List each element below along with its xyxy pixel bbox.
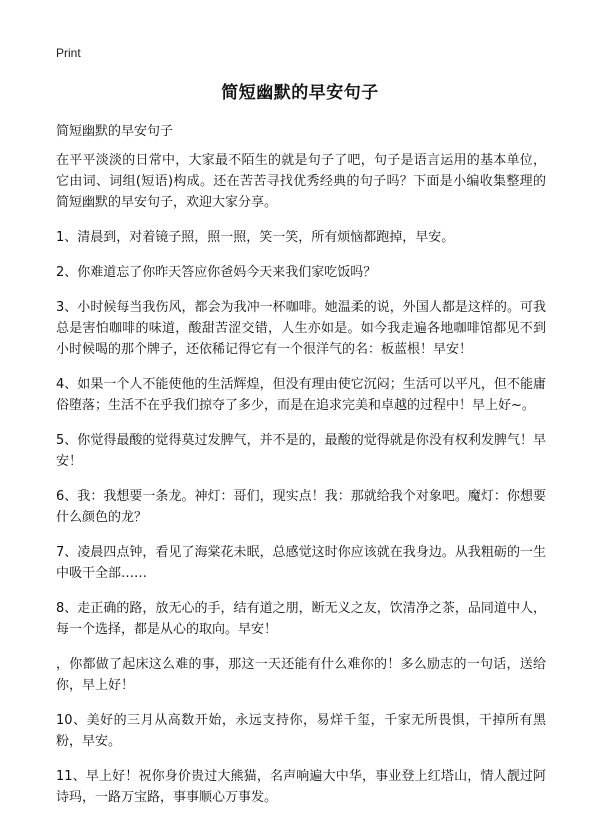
paragraph-9: ，你都做了起床这么难的事，那这一天还能有什么难你的！多么励志的一句话，送给你，早上好！ xyxy=(56,657,546,693)
paragraph-7: 7、凌晨四点钟，看见了海棠花未眠，总感觉这时你应该就在我身边。从我粗砺的一生中吸干全部…… xyxy=(56,545,546,581)
paragraph-4: 4、如果一个人不能使他的生活辉煌，但没有理由使它沉闷；生活可以平凡，但不能庸俗堕落；生活不在乎我们掠夺了多少，而是在追求完美和卓越的过程中！早上好~。 xyxy=(56,377,546,413)
paragraph-intro: 在平平淡淡的日常中，大家最不陌生的就是句子了吧，句子是语言运用的基本单位，它由词、词组(短语)构成。还在苦苦寻找优秀经典的句子吗？下面是小编收集整理的简短幽默的早安句子，欢迎大家分享。 xyxy=(56,153,546,210)
paragraph-11: 11、早上好！祝你身价贵过大熊猫，名声响遍大中华，事业登上红塔山，情人靓过阿诗玛，一路万宝路，事事顺心万事发。 xyxy=(56,769,546,805)
document-body xyxy=(56,150,546,822)
document-subtitle: 简短幽默的早安句子 xyxy=(56,124,174,139)
page-title: 简短幽默的早安句子 xyxy=(221,83,379,103)
paragraph-8: 8、走正确的路，放无心的手，结有道之朋，断无义之友，饮清净之茶，品同道中人，每一个选择，都是从心的取向。早安！ xyxy=(56,601,546,637)
print-label[interactable]: Print xyxy=(56,46,81,60)
paragraph-10: 10、美好的三月从高数开始，永远支持你，易烊千玺，千家无所畏惧，干掉所有黑粉，早安。 xyxy=(56,713,546,749)
paragraph-5: 5、你觉得最酸的觉得莫过发脾气，并不是的，最酸的觉得就是你没有权利发脾气！早安！ xyxy=(56,433,546,469)
paragraph-2: 2、你难道忘了你昨天答应你爸妈今天来我们家吃饭吗？ xyxy=(56,265,377,280)
paragraph-3: 3、小时候每当我伤风，都会为我冲一杯咖啡。她温柔的说，外国人都是这样的。可我总是害怕咖啡的味道，酸甜苦涩交错，人生亦如是。如今我走遍各地咖啡馆都见不到小时候喝的那个牌子，还依稀记得它有一个很洋气的名：板蓝根！早安！ xyxy=(56,300,546,357)
paragraph-1: 1、清晨到，对着镜子照，照一照，笑一笑，所有烦恼都跑掉，早安。 xyxy=(56,230,455,245)
paragraph-6: 6、我：我想要一条龙。神灯：哥们，现实点！我：那就给我个对象吧。魔灯：你想要什么颜色的龙？ xyxy=(56,489,546,525)
